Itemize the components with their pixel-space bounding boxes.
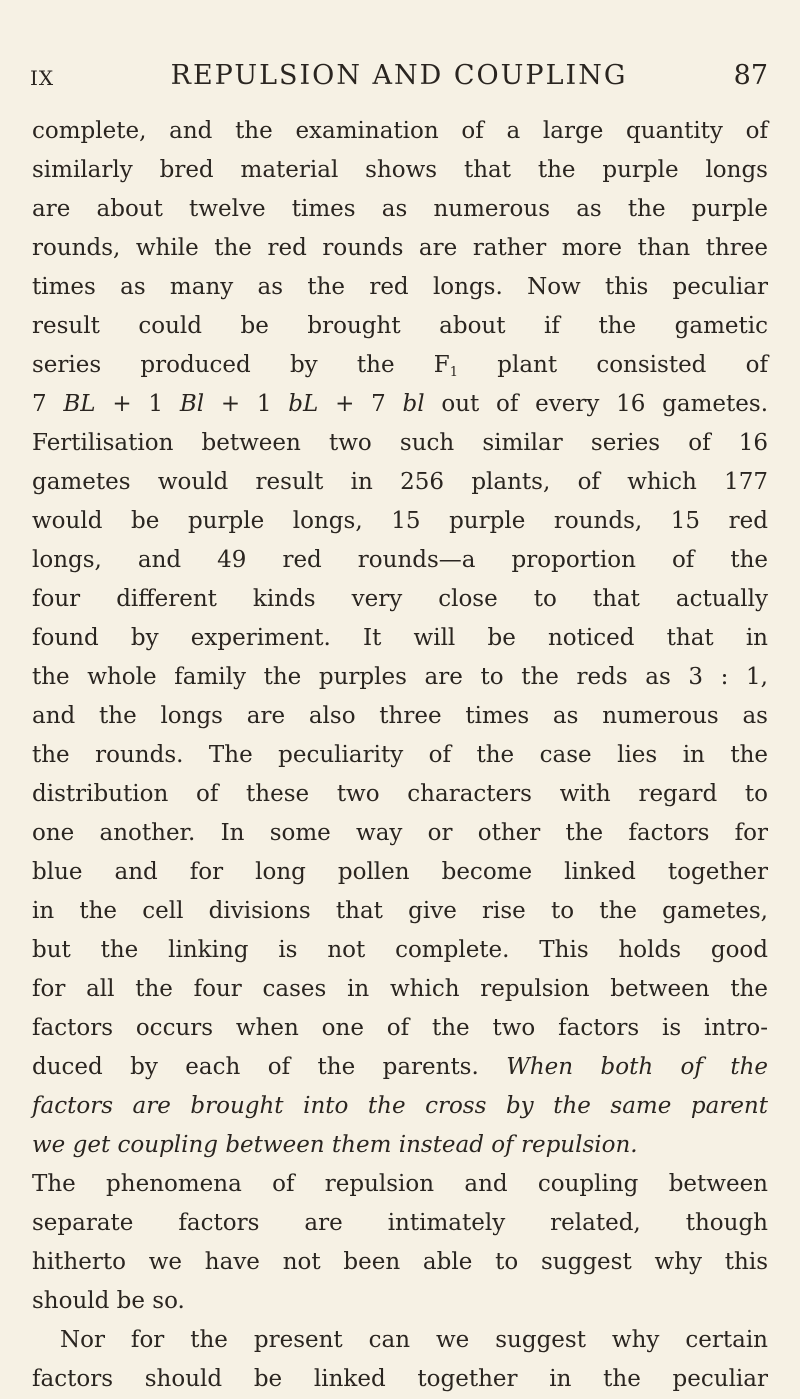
text-line: Nor for the present can we suggest why certain xyxy=(60,1327,768,1353)
text-line xyxy=(32,1087,768,1126)
chapter-number: IX xyxy=(30,66,55,90)
text-line xyxy=(32,346,768,385)
text-segment: 7 xyxy=(32,391,64,417)
gamete-symbol: BL xyxy=(63,391,96,417)
text-segment: duced by each of the parents. xyxy=(32,1054,507,1080)
text-line: result could be brought about if the gametic xyxy=(32,313,768,339)
running-header xyxy=(30,60,768,94)
text-line: are about twelve times as numerous as the purple xyxy=(32,196,768,222)
text-line: for all the four cases in which repulsion between the xyxy=(32,976,768,1002)
text-line: times as many as the red longs. Now this peculiar xyxy=(32,274,768,300)
page-number: 87 xyxy=(733,60,768,91)
text-line: Fertilisation between two such similar series of 16 xyxy=(32,430,768,456)
text-segment: plant consisted of xyxy=(458,352,768,378)
text-line: longs, and 49 red rounds—a proportion of the xyxy=(32,547,768,573)
text-line: similarly bred material shows that the purple longs xyxy=(32,157,768,183)
text-line xyxy=(32,385,768,424)
text-segment: + 7 xyxy=(318,391,403,417)
text-line: distribution of these two characters with regard to xyxy=(32,781,768,807)
text-line xyxy=(32,1126,768,1165)
text-line: the rounds. The peculiarity of the case lies in the xyxy=(32,742,768,768)
text-line: four different kinds very close to that actually xyxy=(32,586,768,612)
text-line: blue and for long pollen become linked together xyxy=(32,859,768,885)
gamete-symbol: bl xyxy=(402,391,425,417)
body-text xyxy=(32,112,768,1399)
italic-segment: we get coupling between them instead of repulsion. xyxy=(32,1132,638,1158)
text-line: and the longs are also three times as numerous as xyxy=(32,703,768,729)
italic-segment: factors are brought into the cross by the same parent xyxy=(32,1093,768,1119)
text-segment: + 1 xyxy=(204,391,289,417)
text-line xyxy=(32,1048,768,1087)
text-segment: + 1 xyxy=(95,391,180,417)
text-line: but the linking is not complete. This holds good xyxy=(32,937,768,963)
text-line: should be so. xyxy=(32,1288,185,1314)
text-line: factors occurs when one of the two factors is intro- xyxy=(32,1015,768,1041)
text-line: would be purple longs, 15 purple rounds, 15 red xyxy=(32,508,768,534)
text-line: in the cell divisions that give rise to the gametes, xyxy=(32,898,768,924)
text-line: The phenomena of repulsion and coupling between xyxy=(32,1171,768,1197)
text-line: the whole family the purples are to the reds as 3 : 1, xyxy=(32,664,768,690)
text-line: complete, and the examination of a large quantity of xyxy=(32,118,768,144)
text-line: hitherto we have not been able to suggest why this xyxy=(32,1249,768,1275)
italic-segment: When both of the xyxy=(506,1054,768,1080)
text-line: one another. In some way or other the factors for xyxy=(32,820,768,846)
text-segment: out of every 16 gametes. xyxy=(424,391,769,417)
gamete-symbol: bL xyxy=(288,391,319,417)
subscript: 1 xyxy=(449,365,459,380)
text-segment: series produced by the F xyxy=(32,352,450,378)
text-line: rounds, while the red rounds are rather more than three xyxy=(32,235,768,261)
text-line: factors should be linked together in the peculiar xyxy=(32,1366,768,1392)
gamete-symbol: Bl xyxy=(179,391,205,417)
running-title: REPULSION AND COUPLING xyxy=(170,60,628,91)
text-line: found by experiment. It will be noticed that in xyxy=(32,625,768,651)
text-line: gametes would result in 256 plants, of which 177 xyxy=(32,469,768,495)
text-line: separate factors are intimately related, though xyxy=(32,1210,768,1236)
